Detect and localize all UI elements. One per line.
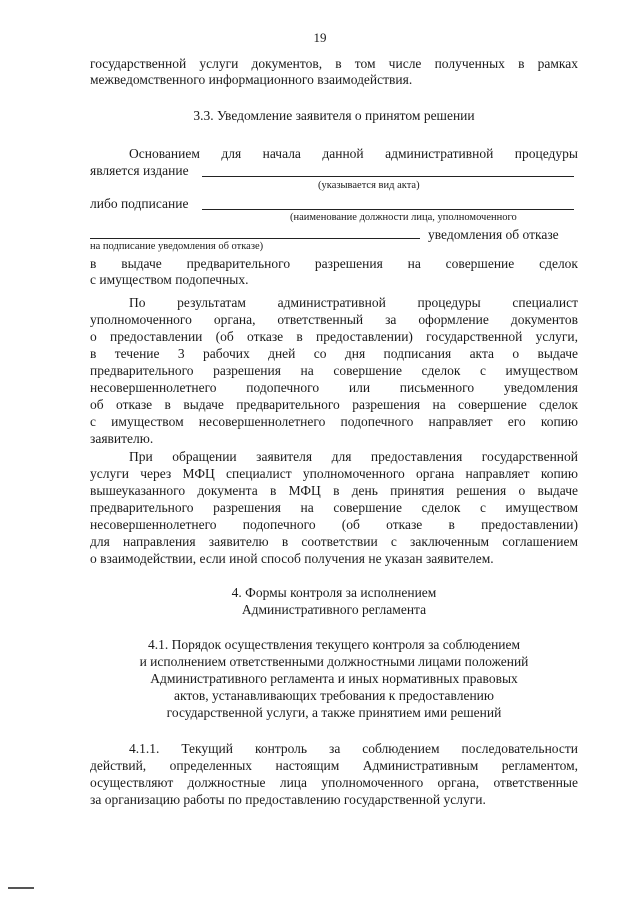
intro-line: межведомственного информационного взаимодействия. <box>90 72 413 87</box>
results-line: в течение 3 рабочих дней со дня подписания акта о выдаче <box>90 346 578 361</box>
results-line: несовершеннолетнего подопечного или письменного уведомления <box>90 380 578 395</box>
section-4-1-heading: 4.1. Порядок осуществления текущего контроля за соблюдением <box>147 637 521 652</box>
hint-official: (наименование должности лица, уполномоченного <box>290 212 517 223</box>
mfc-line: несовершеннолетнего подопечного (об отказе в предоставлении) <box>90 517 578 532</box>
control-line: за организацию работы по предоставлению государственной услуги. <box>90 792 486 807</box>
control-line: 4.1.1. Текущий контроль за соблюдением последовательности <box>129 741 578 756</box>
section-4-1-heading: актов, устанавливающих требования к предоставлению <box>174 688 494 703</box>
control-line: действий, определенных настоящим Административным регламентом, <box>90 758 578 773</box>
mfc-line: для направления заявителю в соответствии с заключенным соглашением <box>90 534 578 549</box>
basis-line: либо подписание <box>90 196 189 211</box>
results-line: с имуществом несовершеннолетнего подопечного направляет его копию <box>90 414 578 429</box>
basis-line: с имуществом подопечных. <box>90 272 249 287</box>
section-4-1-heading: государственной услуги, а также принятием ими решений <box>166 705 502 720</box>
results-line: По результатам административной процедуры специалист <box>129 295 578 310</box>
blank-signatory <box>90 238 420 239</box>
basis-line: Основанием для начала данной административной процедуры <box>129 146 578 161</box>
results-line: уполномоченного органа, ответственный за оформление документов <box>90 312 578 327</box>
mfc-line: предварительного разрешения на совершение сделок с имуществом <box>90 500 578 515</box>
section-4-1-heading: и исполнением ответственными должностными лицами положений <box>139 654 529 669</box>
hint-act: (указывается вид акта) <box>318 180 420 191</box>
scan-mark <box>8 887 34 889</box>
results-line: предварительного разрешения на совершение сделок с имуществом <box>90 363 578 378</box>
control-line: осуществляют должностные лица уполномоченного органа, ответственные <box>90 775 578 790</box>
blank-official <box>202 209 574 210</box>
section-4-1-heading: Административного регламента и иных нормативных правовых <box>150 671 518 686</box>
mfc-line: услуги через МФЦ специалист уполномоченного органа направляет копию <box>90 466 578 481</box>
mfc-line: вышеуказанного документа в МФЦ в день принятия решения о выдаче <box>90 483 578 498</box>
results-line: о предоставлении (об отказе в предоставлении) государственной услуги, <box>90 329 578 344</box>
intro-line: государственной услуги документов, в том числе полученных в рамках <box>90 56 578 71</box>
basis-line: в выдаче предварительного разрешения на совершение сделок <box>90 256 578 271</box>
results-line: заявителю. <box>90 431 154 446</box>
basis-line: уведомления об отказе <box>428 227 559 242</box>
section-3-3-heading: 3.3. Уведомление заявителя о принятом решении <box>193 108 475 123</box>
hint-sign: на подписание уведомления об отказе) <box>90 241 264 252</box>
basis-line: является издание <box>90 163 189 178</box>
mfc-line: При обращении заявителя для предоставления государственной <box>129 449 578 464</box>
blank-act <box>202 176 574 177</box>
section-4-heading: Административного регламента <box>241 602 427 617</box>
results-line: об отказе в выдаче предварительного разрешения на совершение сделок <box>90 397 578 412</box>
mfc-line: о взаимодействии, если иной способ получения не указан заявителем. <box>90 551 494 566</box>
section-4-heading: 4. Формы контроля за исполнением <box>231 585 437 600</box>
page-number: 19 <box>313 30 327 45</box>
